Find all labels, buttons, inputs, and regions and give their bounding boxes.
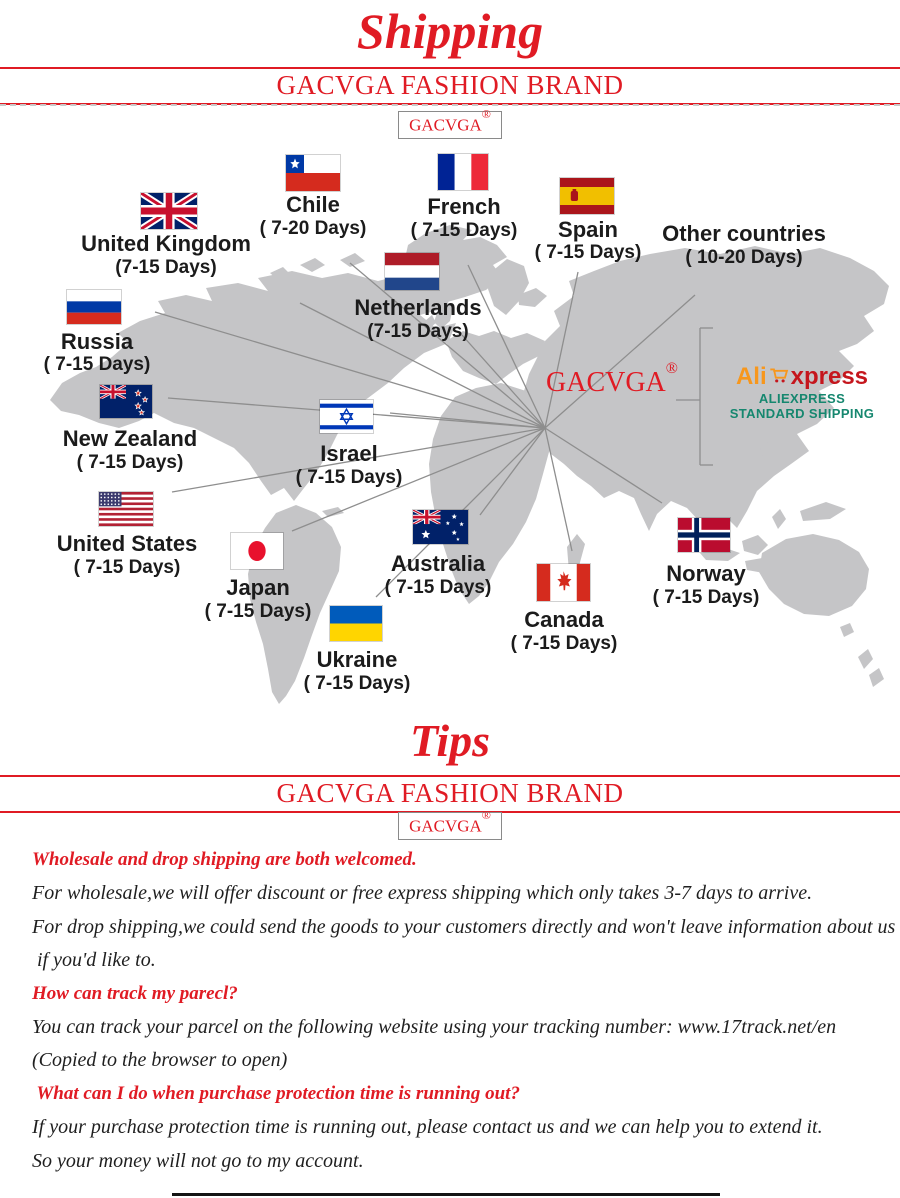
russia-flag-icon: [67, 290, 121, 324]
aliexpress-line2: ALIEXPRESS: [758, 391, 846, 406]
aliexpress-wordmark: [722, 363, 882, 391]
country-name: Spain: [558, 217, 618, 242]
brand-banner-text: GACVGA FASHION BRAND: [276, 70, 624, 100]
registered-mark-icon: ®: [481, 808, 491, 822]
brand-logo-box: [398, 107, 502, 139]
country-days: ( 7-15 Days): [204, 601, 312, 622]
country-days: ( 7-15 Days): [652, 587, 760, 608]
tips-paragraph: If your purchase protection time is running out, please contact us and we can help you to extend it.: [32, 1116, 823, 1139]
country-days: ( 7-15 Days): [43, 354, 151, 375]
tips-heading: Wholesale and drop shipping are both welcomed.: [32, 849, 417, 870]
brand-banner: [0, 67, 900, 105]
cart-icon: [768, 363, 790, 391]
tips-paragraph: if you'd like to.: [32, 949, 156, 972]
country-days: ( 7-15 Days): [303, 673, 411, 694]
japan-flag-icon: [231, 533, 283, 569]
dashed-divider: [0, 104, 900, 106]
country-days: ( 7-15 Days): [73, 557, 181, 578]
brand-logo-text: GACVGA: [409, 115, 482, 135]
bottom-divider: [172, 1193, 720, 1196]
country-days: (7-15 Days): [115, 257, 217, 278]
brand-logo-wrap: [0, 107, 900, 139]
spain-flag-icon: [560, 178, 614, 214]
new-zealand-flag-icon: [100, 385, 152, 418]
country-name: Canada: [524, 607, 604, 632]
united-states-flag-icon: [99, 492, 153, 526]
country-name: United States: [56, 531, 198, 556]
brand-logo-box: [398, 808, 502, 840]
country-name: French: [427, 194, 501, 219]
country-name: New Zealand: [62, 426, 198, 451]
aliexpress-logo: [722, 363, 882, 421]
country-days: ( 7-15 Days): [384, 577, 492, 598]
country-name: Norway: [666, 561, 746, 586]
tips-paragraph: (Copied to the browser to open): [32, 1049, 288, 1072]
netherlands-flag-icon: [385, 253, 439, 290]
registered-mark-icon: ®: [665, 359, 678, 377]
tips-paragraph: For wholesale,we will offer discount or free express shipping which only takes 3-7 days to arrive.: [32, 882, 813, 905]
country-name: Ukraine: [316, 647, 398, 672]
country-name: Chile: [286, 192, 340, 217]
tips-paragraphs: [32, 849, 896, 1183]
aliexpress-ali-text: Ali: [735, 363, 767, 390]
country-name: Netherlands: [354, 295, 482, 320]
country-days: ( 10-20 Days): [685, 247, 803, 268]
country-days: ( 7-15 Days): [510, 633, 618, 654]
united-kingdom-flag-icon: [141, 193, 197, 229]
world-map: [0, 145, 900, 715]
country-days: ( 7-15 Days): [295, 467, 403, 488]
chile-flag-icon: [286, 155, 340, 191]
country-name: United Kingdom: [81, 231, 251, 256]
tips-paragraph: So your money will not go to my account.: [32, 1149, 364, 1172]
country-name: Israel: [320, 441, 378, 466]
country-name: Australia: [390, 551, 486, 576]
brand-banner-text: GACVGA FASHION BRAND: [276, 778, 624, 808]
map-center-brand-text: GACVGA: [546, 367, 666, 398]
ukraine-flag-icon: [330, 606, 382, 641]
country-days: ( 7-15 Days): [410, 220, 518, 241]
country-name: Russia: [60, 329, 134, 354]
country-days: ( 7-15 Days): [76, 452, 184, 473]
tips-paragraph: For drop shipping,we could send the goods to your customers directly and won't leave information about us: [32, 915, 896, 938]
tips-heading: What can I do when purchase protection time is running out?: [32, 1082, 520, 1104]
map-center-brand: [546, 359, 678, 399]
norway-flag-icon: [678, 518, 730, 552]
aliexpress-line3: STANDARD SHIPPING: [729, 406, 875, 421]
australia-flag-icon: [413, 510, 468, 544]
israel-flag-icon: [320, 400, 373, 433]
tips-title: Tips: [409, 715, 491, 766]
aliexpress-xpress-text: xpress: [790, 363, 869, 390]
brand-banner: [0, 775, 900, 813]
country-days: ( 7-15 Days): [534, 242, 642, 263]
canada-flag-icon: [537, 564, 590, 601]
brand-logo-wrap: [0, 808, 900, 840]
tips-paragraph: You can track your parcel on the following website using your tracking number: www.17track.net/en: [32, 1015, 837, 1038]
country-name: Other countries: [662, 221, 826, 246]
brand-logo-text: GACVGA: [409, 816, 482, 836]
france-flag-icon: [438, 154, 488, 190]
tips-heading: How can track my parecl?: [32, 982, 238, 1004]
country-days: ( 7-20 Days): [259, 218, 367, 239]
shipping-title: Shipping: [356, 3, 544, 59]
country-name: Japan: [226, 575, 290, 600]
registered-mark-icon: ®: [481, 107, 491, 121]
country-days: (7-15 Days): [367, 321, 469, 342]
